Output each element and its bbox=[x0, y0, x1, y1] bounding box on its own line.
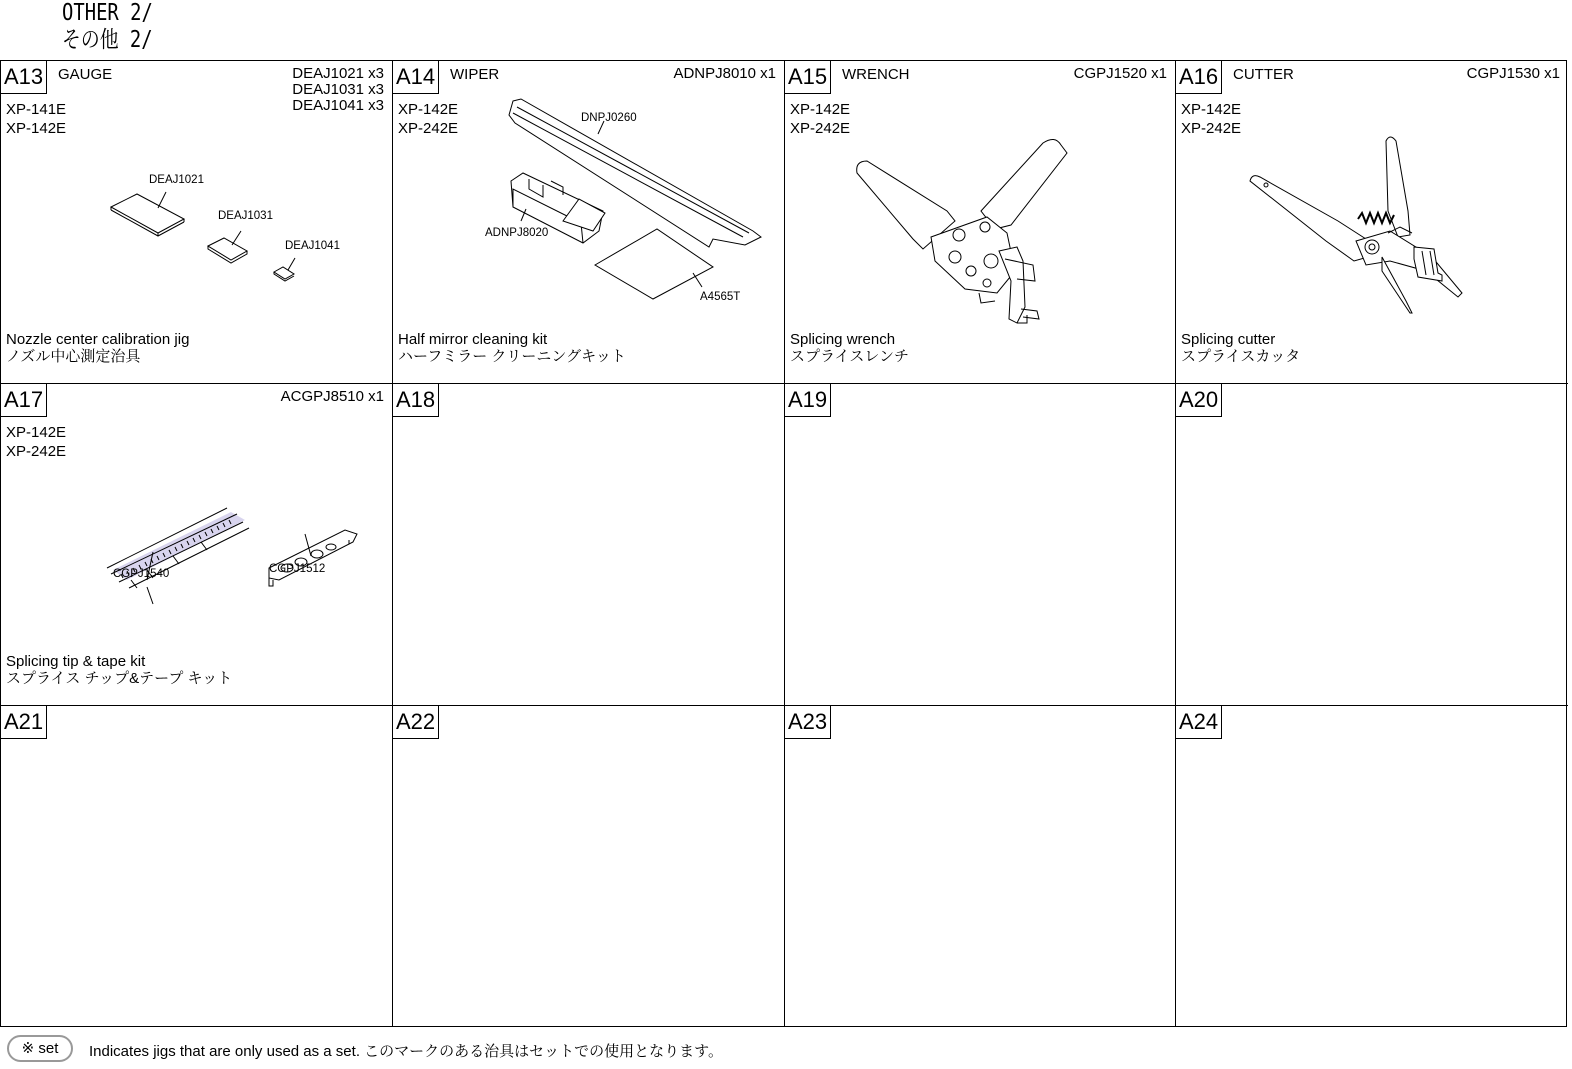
legend-note: Indicates jigs that are only used as a set. このマークのある治具はセットでの使用となります。 bbox=[89, 1043, 723, 1060]
part-number: DEAJ1031 x3 bbox=[292, 81, 384, 98]
cell-a16 bbox=[1176, 61, 1568, 384]
description-en: Nozzle center calibration jig bbox=[6, 331, 190, 348]
cell-code: A19 bbox=[785, 384, 831, 417]
description-ja: ハーフミラー クリーニングキット bbox=[398, 348, 626, 365]
cell-a20 bbox=[1176, 384, 1568, 706]
cell-code: A14 bbox=[393, 61, 439, 94]
cell-code: A23 bbox=[785, 706, 831, 739]
cell-code: A18 bbox=[393, 384, 439, 417]
description-en: Splicing wrench bbox=[790, 331, 896, 348]
model-name: XP-141E bbox=[6, 101, 67, 118]
cell-code: A17 bbox=[1, 384, 47, 417]
model-name: XP-242E bbox=[398, 120, 459, 137]
cell-code: A21 bbox=[1, 706, 47, 739]
cell-code: A24 bbox=[1176, 706, 1222, 739]
callout-label: CGPJ1512 bbox=[269, 563, 326, 575]
cell-a24 bbox=[1176, 706, 1568, 1026]
page-title-en: OTHER 2/ bbox=[62, 0, 153, 26]
description-ja: スプライスカッタ bbox=[1181, 348, 1301, 365]
cell-code: A16 bbox=[1176, 61, 1222, 94]
cell-a19 bbox=[785, 384, 1176, 706]
item-description bbox=[790, 331, 909, 365]
description-ja: ノズル中心測定治具 bbox=[6, 348, 141, 365]
model-name: XP-142E bbox=[6, 120, 67, 137]
cell-a13 bbox=[1, 61, 393, 384]
cell-title: WRENCH bbox=[842, 66, 910, 83]
model-name: XP-242E bbox=[790, 120, 851, 137]
part-number: CGPJ1520 x1 bbox=[1073, 65, 1167, 82]
item-description bbox=[1181, 331, 1300, 365]
set-badge: ※ set bbox=[7, 1035, 73, 1062]
description-en: Half mirror cleaning kit bbox=[398, 331, 548, 348]
item-description bbox=[6, 653, 232, 687]
part-number: DEAJ1041 x3 bbox=[292, 97, 384, 114]
part-number: ADNPJ8010 x1 bbox=[673, 65, 776, 82]
description-en: Splicing tip & tape kit bbox=[6, 653, 146, 670]
model-name: XP-142E bbox=[790, 101, 851, 118]
model-name: XP-142E bbox=[398, 101, 459, 118]
item-description bbox=[398, 331, 626, 365]
cell-title: GAUGE bbox=[58, 66, 113, 83]
part-number: CGPJ1530 x1 bbox=[1466, 65, 1560, 82]
callout-label: DEAJ1021 bbox=[149, 174, 204, 186]
model-name: XP-142E bbox=[6, 424, 67, 441]
cell-title: WIPER bbox=[450, 66, 500, 83]
parts-grid bbox=[0, 60, 1567, 1027]
cell-code: A20 bbox=[1176, 384, 1222, 417]
cell-a14 bbox=[393, 61, 785, 384]
callout-label: DNPJ0260 bbox=[581, 112, 637, 124]
cell-a21 bbox=[1, 706, 393, 1026]
cell-code: A22 bbox=[393, 706, 439, 739]
model-name: XP-242E bbox=[1181, 120, 1242, 137]
description-ja: スプライス チップ&テープ キット bbox=[6, 670, 233, 687]
description-en: Splicing cutter bbox=[1181, 331, 1276, 348]
callout-label: DEAJ1031 bbox=[218, 210, 273, 222]
model-name: XP-242E bbox=[6, 443, 67, 460]
callout-label: A4565T bbox=[700, 291, 741, 303]
cell-code: A15 bbox=[785, 61, 831, 94]
page-title-ja: その他 2/ bbox=[62, 27, 153, 53]
item-description bbox=[6, 331, 189, 365]
cell-a23 bbox=[785, 706, 1176, 1026]
callout-label: ADNPJ8020 bbox=[485, 227, 549, 239]
cell-a17 bbox=[1, 384, 393, 706]
cell-title: CUTTER bbox=[1233, 66, 1294, 83]
callout-label: DEAJ1041 bbox=[285, 240, 340, 252]
legend-footer bbox=[0, 1032, 1572, 1069]
part-number: ACGPJ8510 x1 bbox=[280, 388, 384, 405]
cell-code: A13 bbox=[1, 61, 47, 94]
part-number: DEAJ1021 x3 bbox=[292, 65, 384, 82]
model-name: XP-142E bbox=[1181, 101, 1242, 118]
callout-label: CGPJ1540 bbox=[113, 568, 170, 580]
cell-a22 bbox=[393, 706, 785, 1026]
cell-a18 bbox=[393, 384, 785, 706]
page-header bbox=[62, 0, 153, 54]
description-ja: スプライスレンチ bbox=[790, 348, 910, 365]
cell-a15 bbox=[785, 61, 1176, 384]
